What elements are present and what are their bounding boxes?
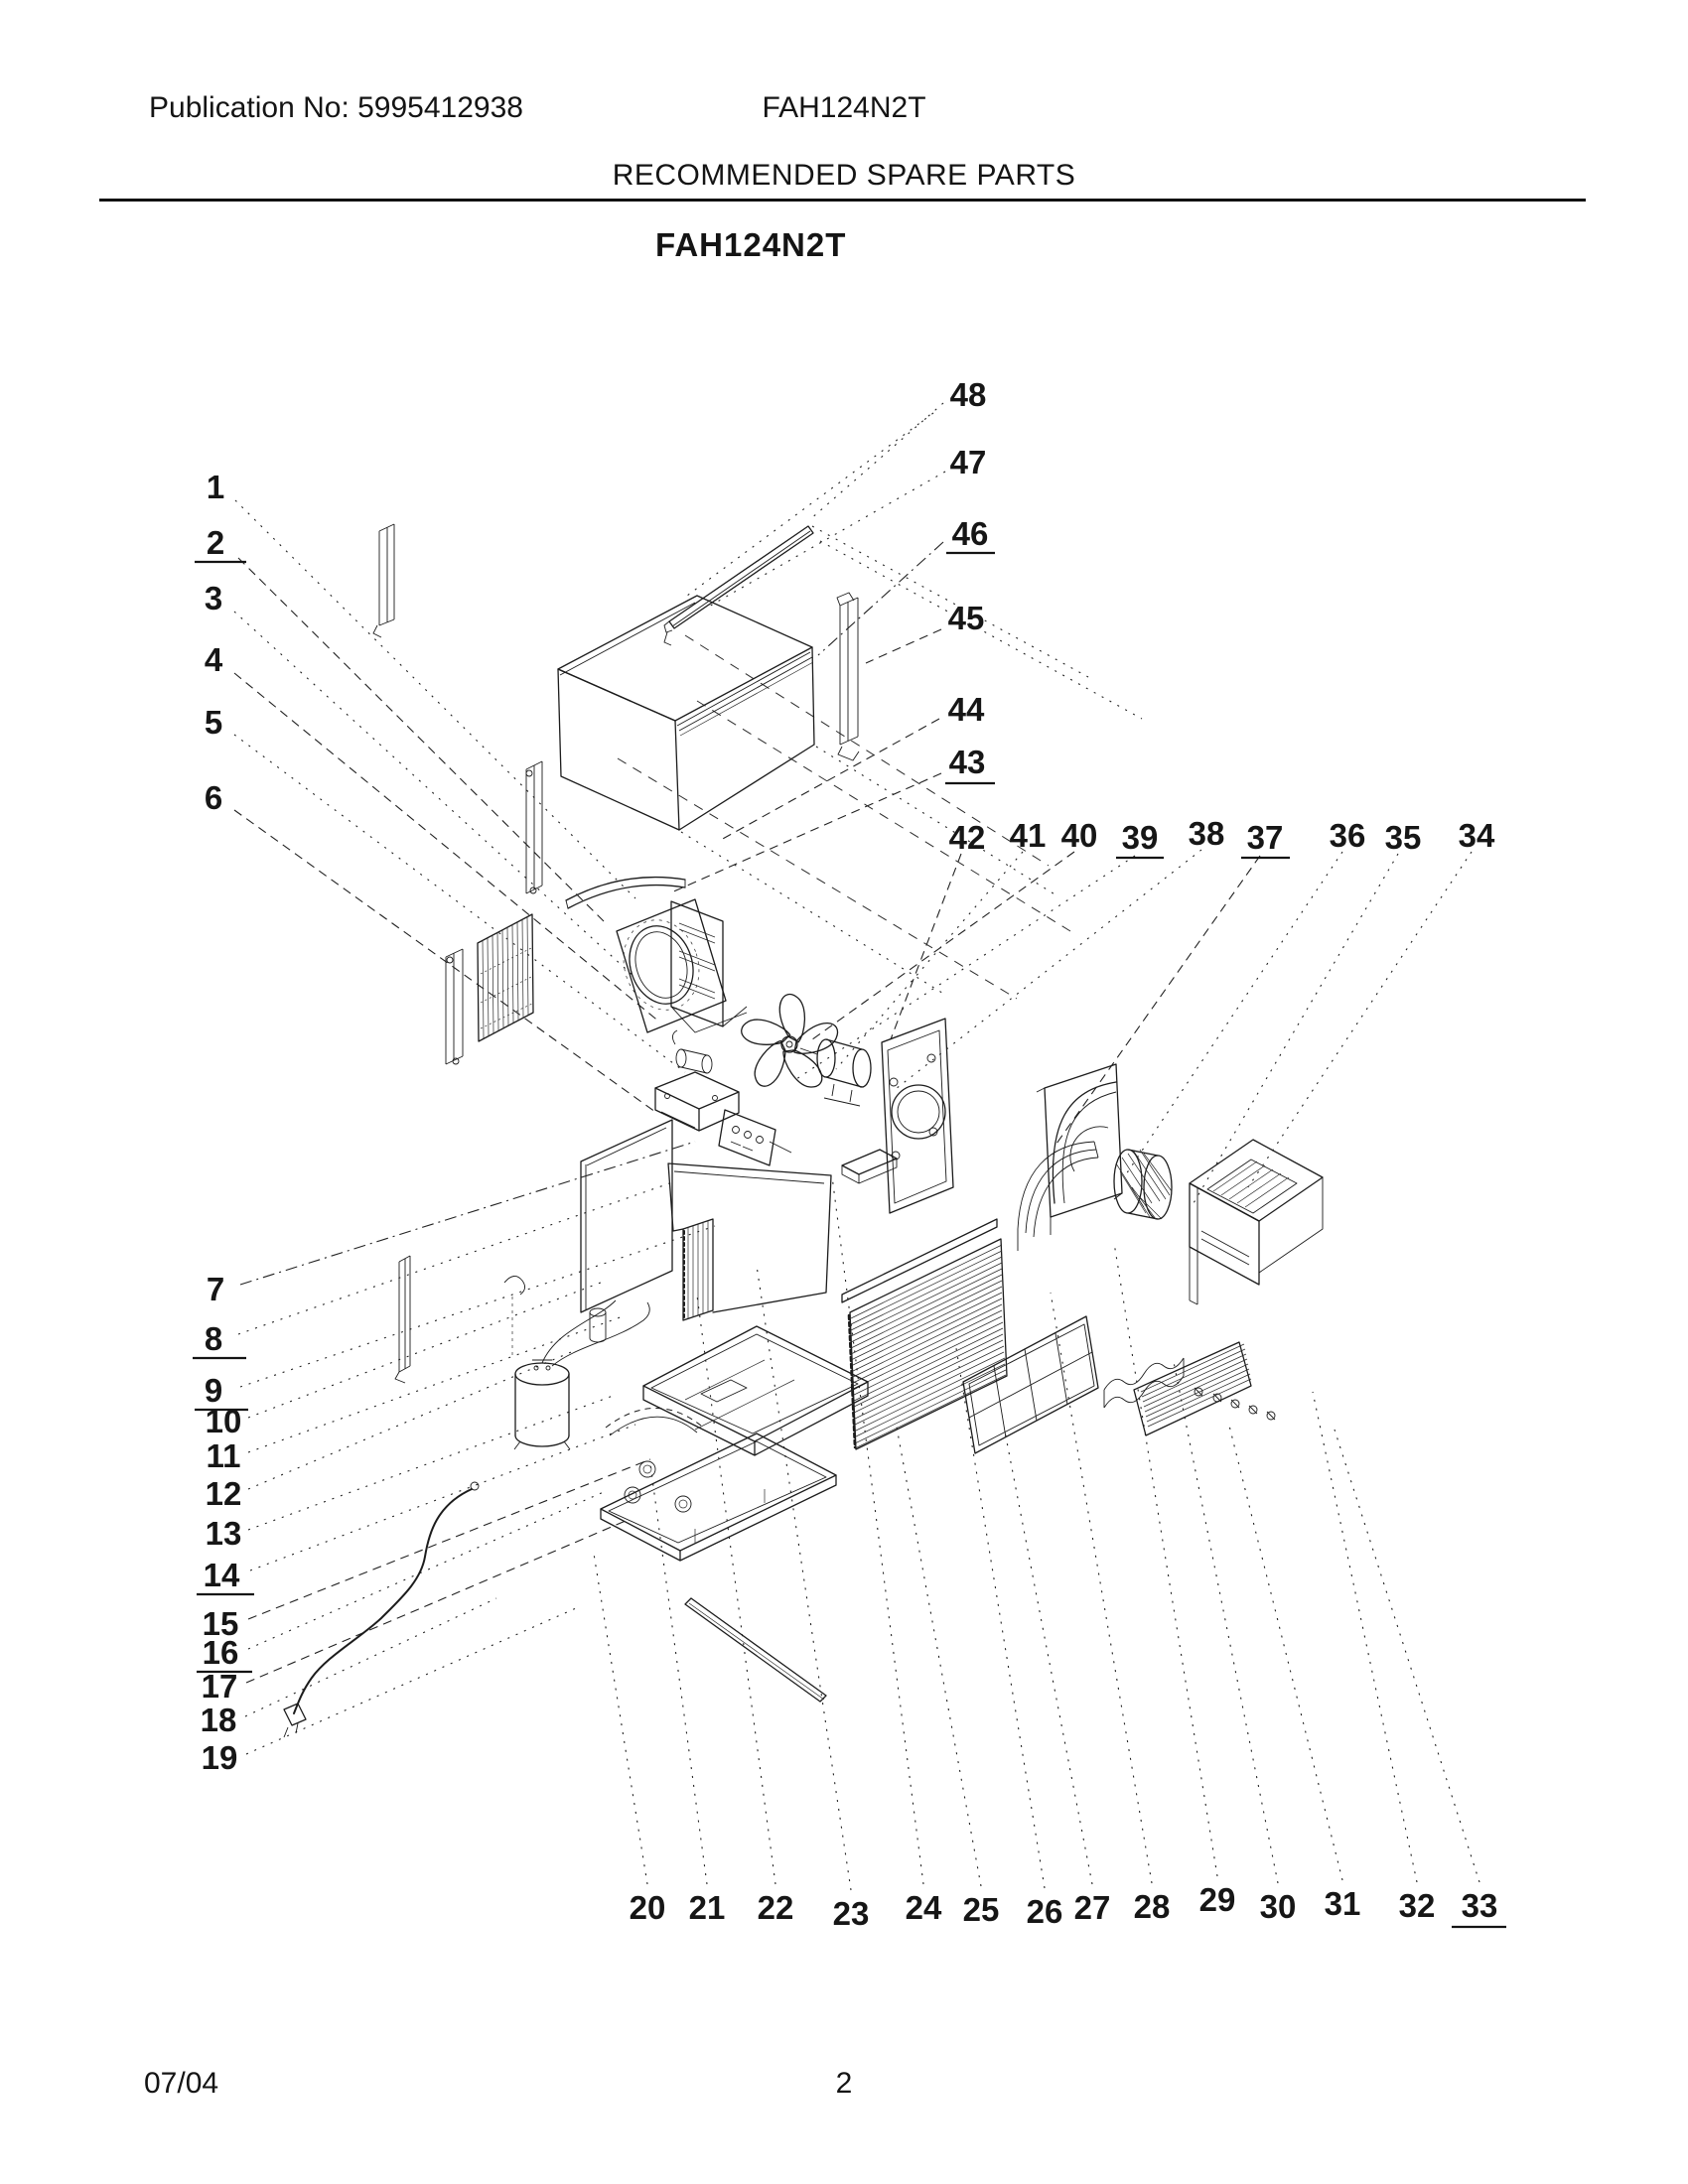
callout-32: 32 <box>1398 1887 1436 1924</box>
callout-46: 46 <box>951 515 989 552</box>
part-louvered-vent-grille <box>1134 1342 1251 1435</box>
callout-26: 26 <box>1026 1893 1063 1930</box>
callout-11: 11 <box>206 1437 241 1474</box>
callout-10: 10 <box>205 1403 242 1439</box>
part-screw-set <box>1195 1388 1275 1420</box>
part-power-cord <box>284 1482 479 1737</box>
part-fan-blade <box>738 992 837 1093</box>
part-vent-duct-box <box>1190 1140 1323 1304</box>
callout-12: 12 <box>205 1475 242 1512</box>
part-side-louver-grille <box>478 914 534 1041</box>
callout-25: 25 <box>962 1891 1000 1928</box>
part-thermostat-bulb <box>504 1276 525 1358</box>
callout-5: 5 <box>204 704 223 741</box>
callout-20: 20 <box>629 1889 666 1926</box>
callout-18: 18 <box>200 1702 237 1738</box>
callout-40: 40 <box>1060 817 1098 854</box>
part-slotted-brace <box>671 901 747 1032</box>
callout-16: 16 <box>202 1634 239 1671</box>
callout-14: 14 <box>203 1557 240 1593</box>
callout-9: 9 <box>204 1372 223 1409</box>
callout-2: 2 <box>206 524 225 561</box>
part-blower-wheel <box>1114 1150 1172 1219</box>
callout-27: 27 <box>1073 1889 1111 1926</box>
part-fan-shroud <box>613 899 726 1032</box>
part-fan-motor <box>800 1039 871 1106</box>
callout-4: 4 <box>204 641 223 678</box>
callout-44: 44 <box>947 691 985 728</box>
callout-42: 42 <box>948 819 986 856</box>
callout-34: 34 <box>1458 817 1495 854</box>
callout-47: 47 <box>949 444 987 480</box>
callout-13: 13 <box>205 1515 242 1552</box>
callout-3: 3 <box>204 580 223 616</box>
callout-43: 43 <box>948 744 986 780</box>
part-window-rail-upper-left <box>373 524 394 637</box>
part-compressor <box>514 1300 649 1449</box>
callout-39: 39 <box>1121 819 1159 856</box>
part-partition-panel <box>581 1120 672 1312</box>
part-base-pan <box>606 1326 868 1455</box>
callout-33: 33 <box>1461 1887 1498 1924</box>
callout-numbers <box>193 376 1506 1932</box>
part-top-rail <box>664 526 813 645</box>
callout-19: 19 <box>201 1739 238 1776</box>
part-orifice-panel <box>882 1019 953 1213</box>
callout-48: 48 <box>949 376 987 413</box>
callout-21: 21 <box>688 1889 726 1926</box>
part-switch-panel <box>719 1110 791 1165</box>
callout-24: 24 <box>905 1889 942 1926</box>
part-window-rail-right <box>837 593 859 760</box>
callout-37: 37 <box>1246 819 1284 856</box>
callout-41: 41 <box>1009 817 1047 854</box>
footer-page-number: 2 <box>835 2067 853 2100</box>
part-air-deflector <box>566 878 685 908</box>
part-evaporator-coil <box>668 1163 831 1320</box>
callout-28: 28 <box>1133 1888 1171 1925</box>
callout-35: 35 <box>1384 819 1422 856</box>
part-window-rail-mid-left <box>526 761 542 893</box>
callout-8: 8 <box>204 1320 223 1357</box>
publication-number: Publication No: 5995412938 <box>149 91 523 124</box>
part-front-grille-corner <box>1018 1142 1098 1251</box>
footer-date: 07/04 <box>144 2067 219 2100</box>
part-air-filter <box>963 1316 1098 1453</box>
section-title: RECOMMENDED SPARE PARTS <box>612 159 1076 192</box>
callout-45: 45 <box>947 600 985 636</box>
callout-38: 38 <box>1188 815 1225 852</box>
callout-23: 23 <box>832 1895 870 1932</box>
part-cabinet-shell <box>558 596 814 830</box>
callout-29: 29 <box>1198 1881 1236 1918</box>
callout-17: 17 <box>201 1668 238 1705</box>
model-header: FAH124N2T <box>762 91 926 124</box>
part-window-rail-lower-left <box>446 949 463 1064</box>
leader-lines <box>234 403 1479 1890</box>
callout-15: 15 <box>202 1605 239 1642</box>
callout-31: 31 <box>1324 1885 1361 1922</box>
diagram-title: FAH124N2T <box>655 226 847 263</box>
callout-30: 30 <box>1259 1888 1297 1925</box>
callout-22: 22 <box>757 1889 794 1926</box>
part-scroll-housing <box>1037 1064 1122 1235</box>
callout-36: 36 <box>1329 817 1366 854</box>
callout-7: 7 <box>206 1271 225 1307</box>
part-condenser-coil <box>842 1219 1007 1449</box>
part-grommets <box>625 1461 691 1512</box>
part-bottom-rail <box>685 1598 826 1702</box>
callout-1: 1 <box>206 469 225 505</box>
callout-6: 6 <box>204 779 223 816</box>
